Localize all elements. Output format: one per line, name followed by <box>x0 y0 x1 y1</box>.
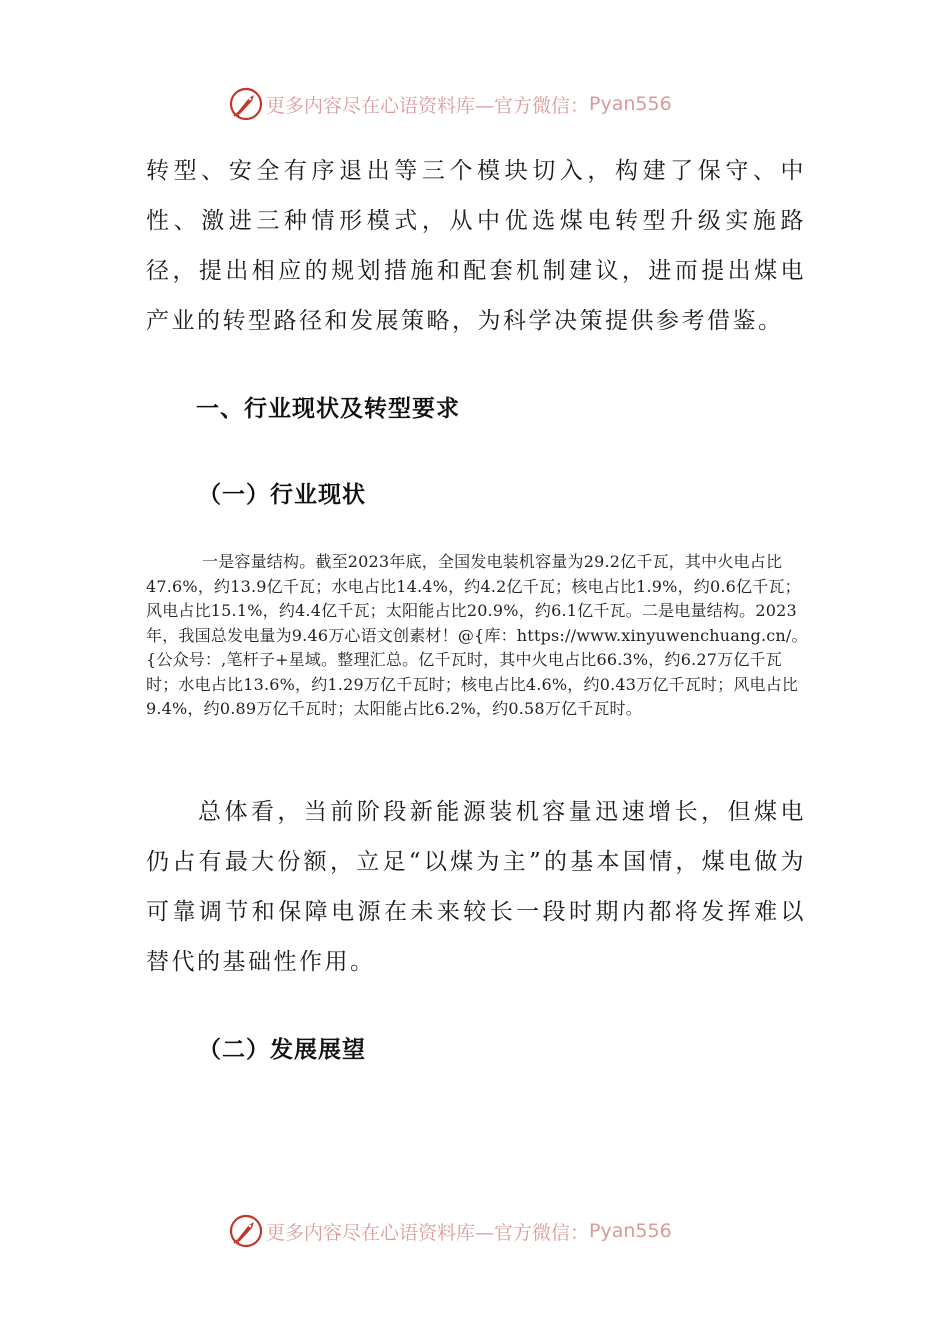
banner-text: 更多内容尽在心语资料库—官方微信： <box>266 94 590 117</box>
paragraph-industry-data: 一是容量结构。截至2023年底，全国发电装机容量为29.2亿千瓦，其中火电占比47.6%，约13.9亿千瓦；水电占比14.4%，约4.2亿千瓦；核电占比1.9%，约0.6亿千瓦；风电占比15.1%，约4.4亿千瓦；太阳能占比20.9%，约6.1亿千瓦。二是电量结构。2023年，我国总发电量为9.46万心语文创素材！@{库：https://www.xinyuwenchuang.cn/。{公众号：,笔杆子+星域。整理汇总。亿千瓦时，其中火电占比66.3%，约6.27万亿千瓦时；水电占比13.6%，约1.29万亿千瓦时；核电占比4.6%，约0.43万亿千瓦时；风电占比9.4%，约0.89万亿千瓦时；太阳能占比6.2%，约0.58万亿千瓦时。 <box>146 552 808 718</box>
subsection-heading-1: （一）行业现状 <box>198 482 366 508</box>
banner-wechat-id: Pyan556 <box>589 1220 672 1242</box>
paragraph-overall-view: 总体看，当前阶段新能源装机容量迅速增长，但煤电仍占有最大份额，立足“以煤为主”的基本国情，煤电做为可靠调节和保障电源在未来较长一段时期内都将发挥难以替代的基础性作用。 <box>146 799 806 975</box>
pen-nib-logo-icon <box>228 86 264 122</box>
banner-wechat-id: Pyan556 <box>589 93 672 115</box>
subsection-heading-2: （二）发展展望 <box>198 1037 366 1063</box>
header-watermark-banner <box>228 86 748 122</box>
footer-watermark-banner <box>228 1213 748 1249</box>
pen-nib-logo-icon <box>228 1213 264 1249</box>
paragraph-intro-continuation: 转型、安全有序退出等三个模块切入，构建了保守、中性、激进三种情形模式，从中优选煤电转型升级实施路径，提出相应的规划措施和配套机制建议，进而提出煤电产业的转型路径和发展策略，为科学决策提供参考借鉴。 <box>146 158 806 334</box>
banner-text: 更多内容尽在心语资料库—官方微信： <box>266 1221 590 1244</box>
section-heading-1: 一、行业现状及转型要求 <box>196 396 460 422</box>
